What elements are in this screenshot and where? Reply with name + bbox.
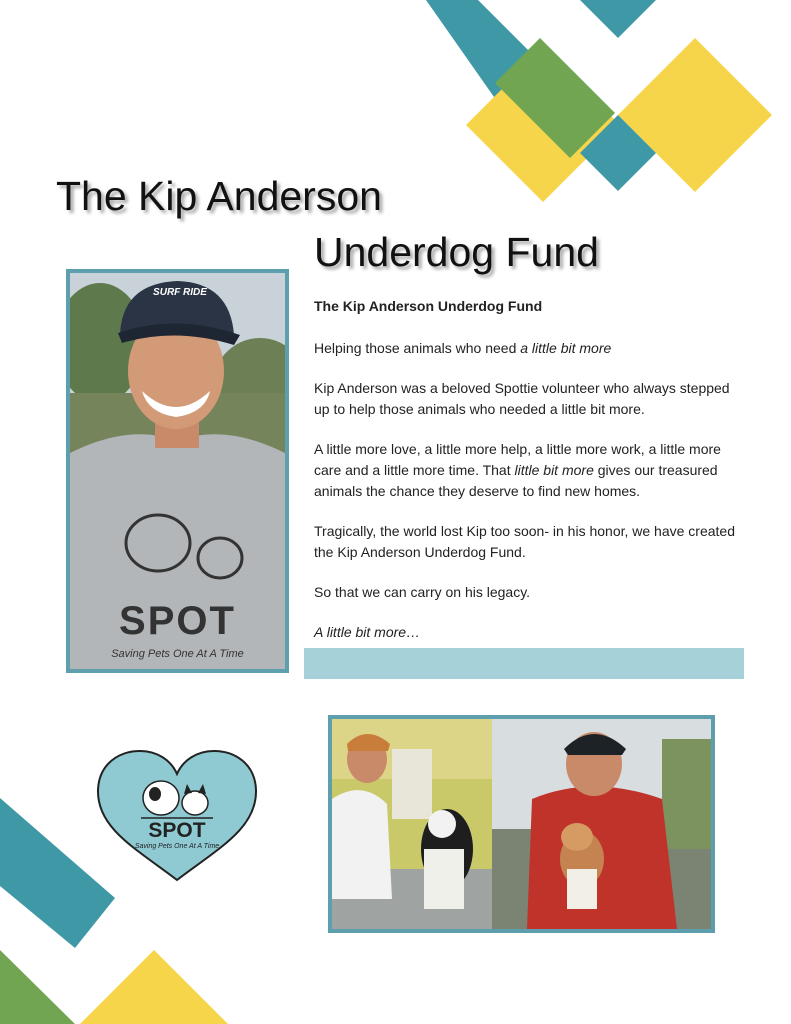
cap-logo-text: SURF RIDE [153,287,207,298]
paragraph-helping-text: Helping those animals who need [314,340,521,356]
logo-tagline-text: Saving Pets One At A Time [134,843,220,850]
closing-italic-text: A little bit more… [314,624,421,640]
paragraph-closing [314,622,744,643]
paragraph-helping [314,338,744,359]
paragraph-little-more-start: A little more love, a little more help, a little more work, a little more care and a little more time. That [314,441,721,478]
page-title-line-2: Underdog Fund [314,229,599,275]
logo-spot-text: SPOT [148,819,206,842]
teal-divider-bar [304,648,744,679]
deco-green-triangle-bottom [0,950,75,1024]
content-heading: The Kip Anderson Underdog Fund [314,298,543,314]
deco-yellow-triangle-bottom [80,950,228,1024]
paragraph-little-more-end: gives our treasured animals the chance they deserve to find new homes. [314,462,718,499]
shirt-tagline-text: Saving Pets One At A Time [111,648,244,660]
spot-heart-logo [95,748,259,882]
paragraph-helping-emphasis: a little bit more [520,340,612,356]
page-title-line-1: The Kip Anderson [56,173,382,219]
paragraph-about-kip: Kip Anderson was a beloved Spottie volunteer who always stepped up to help those animals who needed a little bit more. [314,380,730,417]
fund-description [314,296,744,662]
paragraph-tragically: Tragically, the world lost Kip too soon- in his honor, we have created the Kip Anderson Underdog Fund. [314,523,735,560]
paragraph-legacy: So that we can carry on his legacy. [314,584,531,600]
paragraph-little-more [314,439,744,502]
deco-yellow-diamond-right [618,38,772,192]
deco-teal-triangle-top [580,0,656,38]
kip-with-dogs-photo [328,715,715,933]
paragraph-little-more-emphasis: little bit more [514,462,594,478]
shirt-spot-text: SPOT [119,599,236,643]
kip-portrait-photo [66,269,289,673]
